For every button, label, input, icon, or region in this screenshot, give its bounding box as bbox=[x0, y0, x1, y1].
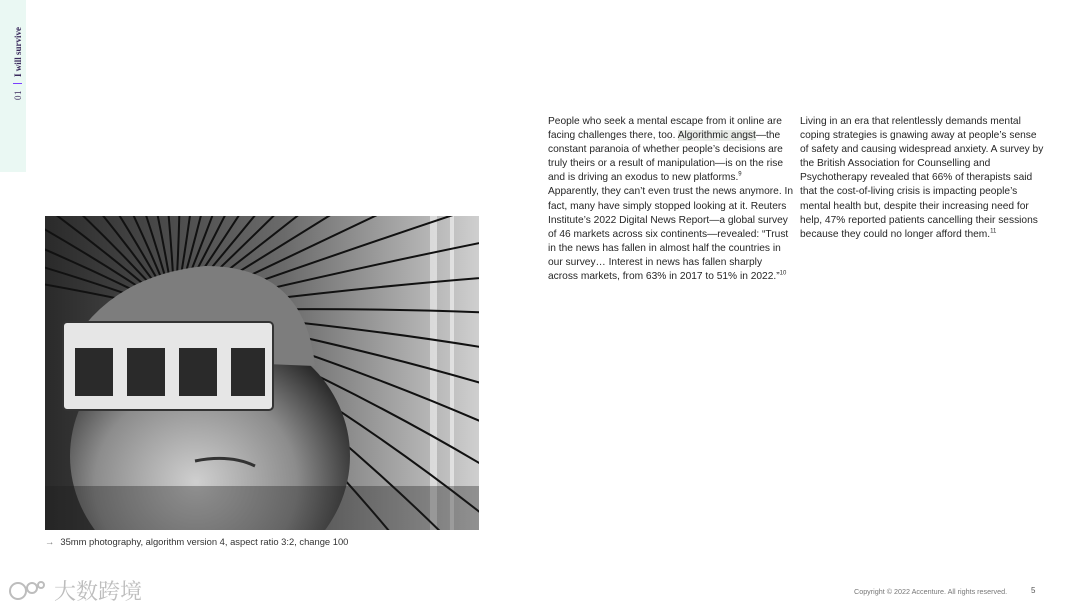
footnote-ref: 9 bbox=[738, 171, 742, 178]
watermark-text: 大数跨境 bbox=[54, 579, 143, 604]
caption-text: 35mm photography, algorithm version 4, aspect ratio 3:2, change 100 bbox=[60, 536, 349, 547]
body-column-1 bbox=[548, 115, 793, 284]
copyright: Copyright © 2022 Accenture. All rights reserved. bbox=[854, 587, 1008, 596]
section-divider bbox=[13, 83, 22, 84]
page-number: 5 bbox=[1031, 586, 1036, 595]
text-run: Living in an era that relentlessly demands mental coping strategies is gnawing away at people’s sense of safety and causing widespread anxiety. A survey by the British Association for Counselling and Psychotherapy revealed that 66% of therapists said that the cost-of-living crisis is impacting people’s mental health but, despite their increasing need for help, 47% reported patients cancelling their sessions because they could no longer afford them. bbox=[800, 116, 1044, 240]
text-run: —the constant paranoia of whether people’s decisions are truly theirs or a result of manipulation—is on the rise and is driving an exodus to new platforms. bbox=[548, 130, 783, 184]
body-column-2 bbox=[800, 115, 1045, 242]
footnote-ref: 10 bbox=[779, 270, 787, 277]
headgear-photo bbox=[45, 216, 479, 530]
arrow-icon: → bbox=[45, 536, 55, 547]
watermark bbox=[8, 575, 142, 606]
paragraph bbox=[548, 115, 793, 284]
paragraph bbox=[800, 115, 1045, 242]
footnote-ref: 11 bbox=[990, 228, 997, 235]
section-title: I will survive bbox=[13, 26, 23, 77]
watermark-logo-icon bbox=[8, 579, 46, 603]
section-label bbox=[13, 27, 23, 100]
text-run: Apparently, they can’t even trust the news anymore. In fact, many have simply stopped looking at it. Reuters Institute’s 2022 Digital News Report—a global survey of 46 markets across six continents—revealed: “Trust in the news has fallen in almost half the countries in our survey… Interest in news has fallen sharply across markets, from 63% in 2017 to 51% in 2022.” bbox=[548, 186, 794, 283]
text-run: People who seek a mental escape from it online are facing challenges there, too. bbox=[548, 116, 782, 142]
section-number: 01 bbox=[13, 90, 23, 100]
figure-caption bbox=[45, 536, 348, 547]
highlighted-term: Algorithmic angst bbox=[677, 130, 756, 142]
